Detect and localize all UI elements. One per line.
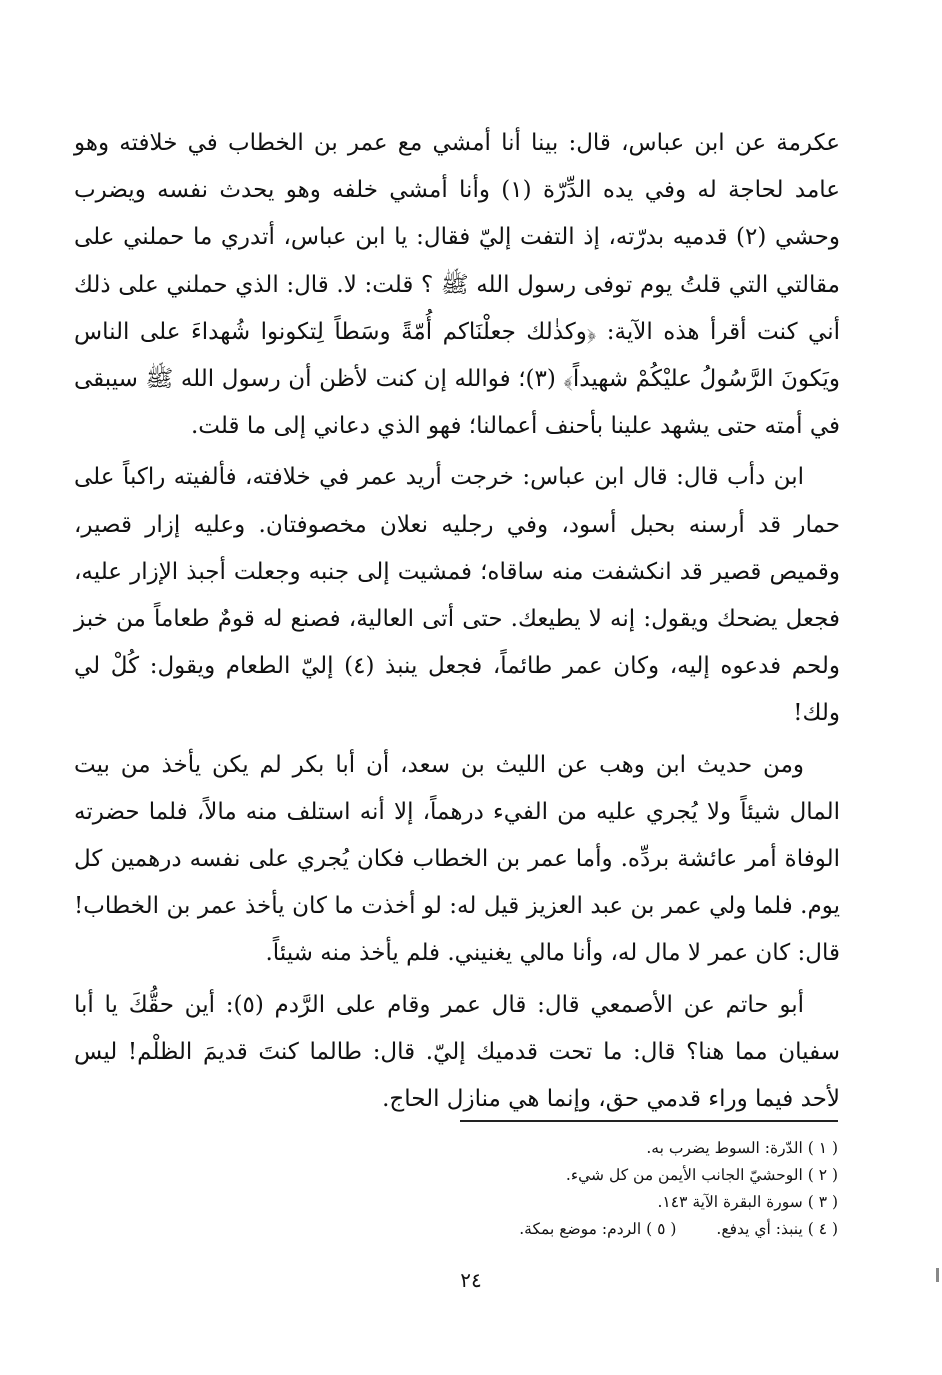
scan-edge-mark — [936, 1268, 939, 1282]
footnotes — [300, 1135, 838, 1243]
footnote-3: ( ٣ ) سورة البقرة الآية ١٤٣. — [657, 1193, 838, 1211]
footnote-separator — [460, 1120, 838, 1122]
page-number: ٢٤ — [460, 1268, 482, 1292]
main-text — [74, 120, 840, 1123]
paragraph-1: عكرمة عن ابن عباس، قال: بينا أنا أمشي مع عمر بن الخطاب في خلافته وهو عامد لحاجة له وفي يده الدِّرّة (١) وأنا أمشي خلفه وهو يحدث نفسه ويضرب وحشي (٢) قدميه بدرّته، إذ التفت إليّ فقال: يا ابن عباس، أتدري ما حملني على مقالتي التي قلتُ يوم توفى رسول الله ﷺ ؟ قلت: لا. قال: الذي حملني على ذلك أني كنت أقرأ هذه الآية: ﴿وكذٰلك جعلْنَاكم أُمّةً وسَطاً لِتكونوا شُهداءَ على الناس ويَكونَ الرَّسُولُ عليْكُمْ شهيداً﴾ (٣)؛ فوالله إن كنت لأظن أن رسول الله ﷺ سيبقى في أمته حتى يشهد علينا بأحنف أعمالنا؛ فهو الذي دعاني إلى ما قلت. — [74, 130, 841, 440]
paragraph-2: ابن دأب قال: قال ابن عباس: خرجت أريد عمر في خلافته، فألفيته راكباً على حمار قد أرسنه بحبل أسود، وفي رجليه نعلان مخصوفتان. وعليه إزار قصير، وقميص قصير قد انكشفت منه ساقاه؛ فمشيت إلى جنبه وجعلت أجبذ الإزار عليه، فجعل يضحك ويقول: إنه لا يطيعك. حتى أتى العالية، فصنع له قومٌ طعاماً من خبز ولحم فدعوه إليه، وكان عمر طائماً، فجعل ينبذ (٤) إليّ الطعام ويقول: كُلْ لي ولك! — [74, 464, 840, 727]
paragraph-3: ومن حديث ابن وهب عن الليث بن سعد، أن أبا بكر لم يكن يأخذ من بيت المال شيئاً ولا يُجري عليه من الفيء درهماً، إلا أنه استلف منه مالاً، فلما حضرته الوفاة أمر عائشة بردِّه. وأما عمر بن الخطاب فكان يُجري على نفسه درهمين كل يوم. فلما ولي عمر بن عبد العزيز قيل له: لو أخذت ما كان يأخذ عمر بن الخطاب! قال: كان عمر لا مال له، وأنا مالي يغنيني. فلم يأخذ منه شيئاً. — [74, 751, 840, 967]
paragraph-4: أبو حاتم عن الأصمعي قال: قال عمر وقام على الرَّدم (٥): أين حقُّكَ يا أبا سفيان مما هنا؟ قال: ما تحت قدميك إليّ. قال: طالما كنتَ قديمَ الظلْم! ليس لأحد فيما وراء قدمي حق، وإنما هي منازل الحاج. — [74, 991, 840, 1113]
footnote-1: ( ١ ) الدّرة: السوط يضرب به. — [646, 1139, 838, 1157]
footnote-2: ( ٢ ) الوحشيّ الجانب الأيمن من كل شيء. — [565, 1166, 838, 1184]
footnote-row-4-5 — [300, 1216, 838, 1243]
footnote-4: ( ٤ ) ينبذ: أي يدفع. — [716, 1220, 838, 1238]
footnote-5: ( ٥ ) الردم: موضع بمكة. — [519, 1220, 677, 1238]
